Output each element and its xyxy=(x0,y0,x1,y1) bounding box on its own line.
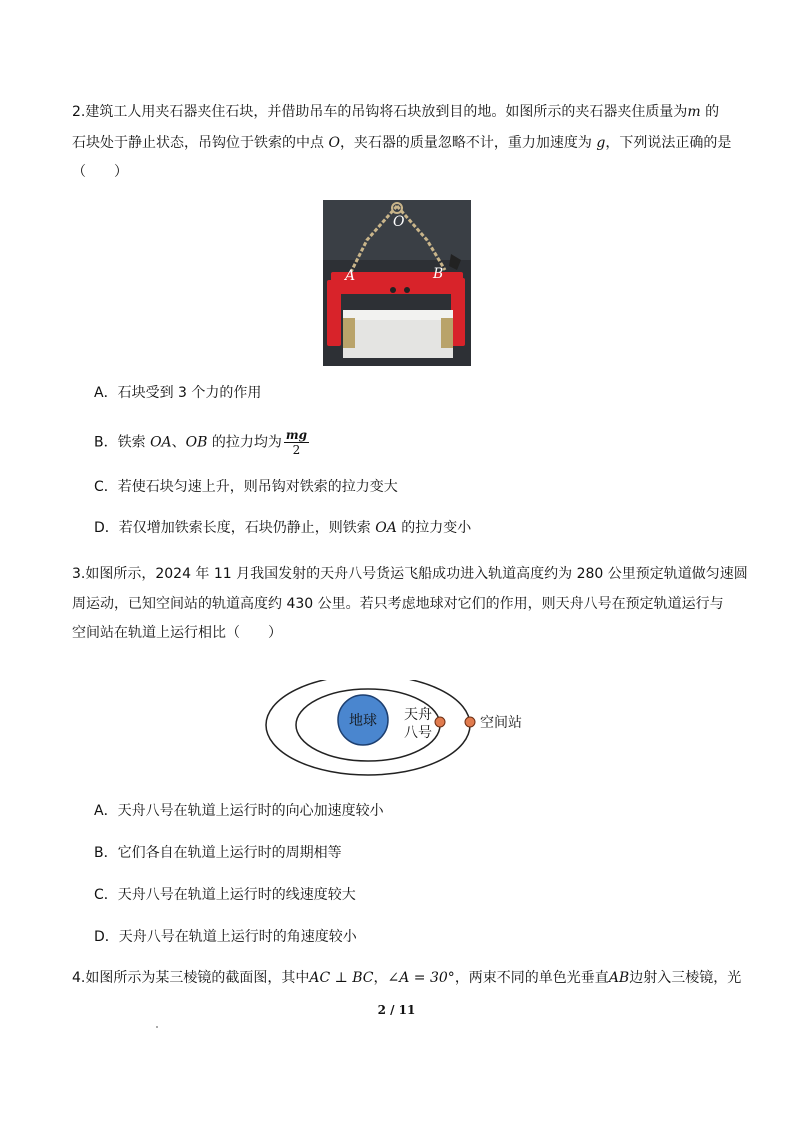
q2-option-a: A．石块受到 3 个力的作用 xyxy=(94,385,262,401)
var-AB: AB xyxy=(608,970,630,986)
q2-option-d-prefix: D．若仅增加铁索长度，石块仍静止，则铁索 xyxy=(94,520,371,536)
q2-text: ，夹石器的质量忽略不计，重力加速度为 xyxy=(339,135,592,151)
q3-line-2: 周运动，已知空间站的轨道高度约 430 公里。若只考虑地球对它们的作用，则天舟八号在预定轨道运行与 xyxy=(72,596,724,612)
q3-line-1: 3.如图所示，2024 年 11 月我国发射的天舟八号货运飞船成功进入轨道高度约为 280 公里预定轨道做匀速圆 xyxy=(72,566,748,582)
q4-condition-angle: ∠A = 30° xyxy=(387,970,455,986)
q2-option-b-mid: 的拉力均为 xyxy=(211,434,282,451)
var-g: g xyxy=(596,135,606,151)
q2-option-d-suffix: 的拉力变小 xyxy=(401,520,472,536)
q2-option-c: C．若使石块匀速上升，则吊钩对铁索的拉力变大 xyxy=(94,479,398,495)
ship-label-1: 天舟 xyxy=(404,707,432,723)
fraction-numerator: mg xyxy=(285,428,307,442)
q2-line-1 xyxy=(72,102,719,122)
stone-clamp-photo xyxy=(323,200,471,366)
label-A: A xyxy=(345,268,356,284)
fraction-denominator: 2 xyxy=(292,443,301,457)
station-dot xyxy=(465,717,475,727)
earth-label: 地球 xyxy=(349,713,377,729)
q2-line-2 xyxy=(72,133,731,153)
fraction-mg-over-2 xyxy=(284,428,309,457)
q4-text: 边射入三棱镜，光 xyxy=(629,970,742,986)
label-B: B xyxy=(433,266,444,282)
orbit-diagram xyxy=(262,680,532,780)
scan-speck xyxy=(156,1026,158,1028)
q2-answer-paren: （ ） xyxy=(72,164,128,180)
page-number: 2 / 11 xyxy=(377,1003,416,1017)
var-m: m xyxy=(687,104,701,120)
q2-option-b xyxy=(94,428,309,457)
q2-option-d xyxy=(94,518,471,538)
q2-option-b-sep: 、 xyxy=(171,434,186,451)
q2-text: ，下列说法正确的是 xyxy=(605,135,732,151)
q3-line-3: 空间站在轨道上运行相比（ ） xyxy=(72,625,282,641)
q4-line-1 xyxy=(72,968,741,988)
var-OB: OB xyxy=(185,434,208,451)
q4-sep: ， xyxy=(373,970,388,986)
var-OA: OA xyxy=(375,520,397,536)
q3-option-c: C．天舟八号在轨道上运行时的线速度较大 xyxy=(94,887,356,903)
q2-text: 的 xyxy=(705,104,720,120)
q4-text: ，两束不同的单色光垂直 xyxy=(454,970,609,986)
q2-option-b-prefix: B．铁索 xyxy=(94,434,146,451)
station-label: 空间站 xyxy=(480,715,522,731)
ship-label-2: 八号 xyxy=(404,725,432,741)
label-O: O xyxy=(393,214,405,230)
ship-dot xyxy=(435,717,445,727)
q3-option-a: A．天舟八号在轨道上运行时的向心加速度较小 xyxy=(94,803,384,819)
var-O: O xyxy=(328,135,340,151)
var-OA: OA xyxy=(150,434,172,451)
q2-text: 石块处于静止状态，吊钩位于铁索的中点 xyxy=(72,135,324,151)
q3-option-d: D．天舟八号在轨道上运行时的角速度较小 xyxy=(94,929,357,945)
q4-condition-perpendicular: AC ⊥ BC xyxy=(309,970,374,986)
q2-text: 2.建筑工人用夹石器夹住石块，并借助吊车的吊钩将石块放到目的地。如图所示的夹石器夹住质量为 xyxy=(72,104,688,120)
q4-text: 4.如图所示为某三棱镜的截面图，其中 xyxy=(72,970,310,986)
q3-option-b: B．它们各自在轨道上运行时的周期相等 xyxy=(94,845,342,861)
